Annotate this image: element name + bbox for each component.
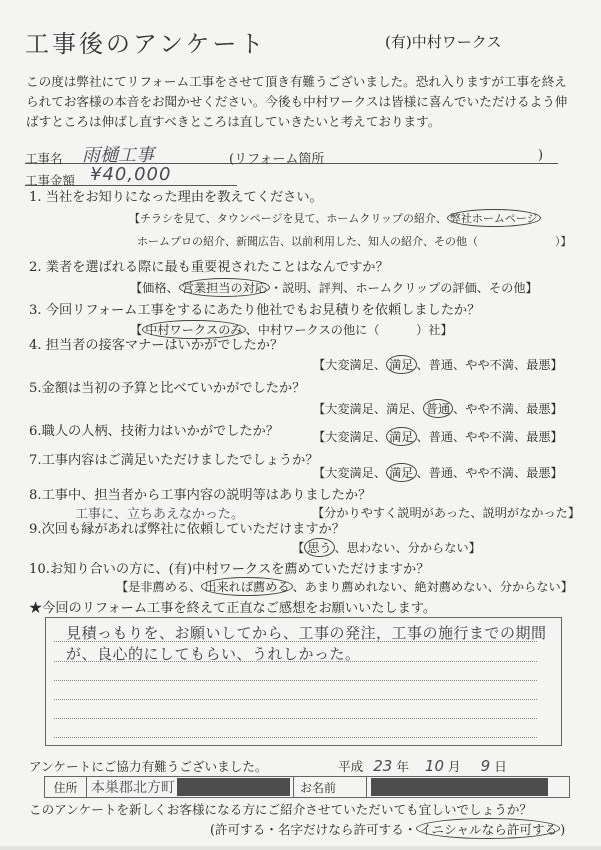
q1-option[interactable]: タウンページを見て、: [216, 212, 327, 225]
reform-location-close: ): [538, 148, 544, 163]
intro-line: られてお客様の本音をお聞かせください。今後も中村ワークスは皆様に喜んでいただけるよう伸: [26, 94, 568, 109]
question-2: 2. 業者を選ばれる際に最も重要視されたことはなんですか？: [29, 260, 389, 275]
intro-line: この度は弊社にてリフォーム工事をさせて頂き有難うございました。恐れ入りますが工事を終え: [26, 74, 567, 89]
dotted-rule: [54, 661, 537, 662]
question-7: 7.工事内容はご満足いただけましたでしょうか？: [29, 453, 319, 468]
q1-option[interactable]: ホームクリップの紹介、: [326, 212, 447, 225]
q10-option[interactable]: 、あまり薦めれない、絶対薦めない、分からない】: [292, 580, 573, 594]
question-5: 5.金額は当初の予算と比べていかがでしたか？: [29, 381, 306, 396]
survey-title: 工事後のアンケート: [25, 30, 267, 58]
q3-option[interactable]: 、中村ワークスの他に（ ）社】: [245, 323, 453, 337]
address-field[interactable]: [87, 777, 294, 797]
question-3: 3. 今回リフォーム工事をするにあたり他社でもお見積りを依頼しましたか？: [29, 303, 481, 318]
work-name-value[interactable]: 雨樋工事: [82, 145, 154, 166]
q2-option[interactable]: ・説明、評判、ホームクリップの評価、その他】: [270, 281, 538, 295]
month-label: 月: [448, 759, 461, 774]
consent-options: [210, 819, 565, 838]
era-label: 平成: [338, 759, 364, 774]
q10-selected-option[interactable]: 出来れば薦める: [201, 577, 292, 596]
work-name-label: 工事名: [25, 151, 63, 166]
q6-option[interactable]: 、普通、やや不満、最悪】: [416, 430, 563, 444]
q2-option[interactable]: 【価格、: [130, 281, 179, 295]
consent-option[interactable]: (許可する・名字だけなら許可する・: [210, 822, 417, 837]
intro-paragraph: [26, 72, 567, 132]
dotted-rule: [54, 699, 537, 700]
consent-selected-option[interactable]: イニシャルなら許可する: [416, 818, 560, 839]
q10-options: [116, 578, 573, 595]
comment-line: が、良心的にしてもらい、うれしかった。: [66, 645, 361, 663]
consent-option: ): [560, 822, 566, 837]
name-field[interactable]: [367, 777, 569, 797]
company-name: (有)中村ワークス: [385, 33, 502, 51]
date-field: [338, 756, 507, 775]
reform-location-label: (リフォーム箇所: [229, 152, 325, 167]
consent-question: このアンケートを新しくお客様になる方にご紹介させていただいても宜しいでしょうか？: [29, 802, 532, 817]
intro-line: ばすところは伸ばし直すべきところは直していきたいと考えております。: [26, 114, 441, 129]
q1-selected-option[interactable]: 弊社ホームページ: [447, 209, 541, 227]
question-8: 8.工事中、担当者から工事内容の説明等はありましたか？: [29, 488, 372, 503]
q9-selected-option[interactable]: 思う: [304, 538, 334, 557]
q2-options: [130, 279, 538, 296]
q9-option[interactable]: 【: [292, 541, 305, 555]
scan-edge: [0, 846, 601, 850]
q4-options: [313, 356, 563, 373]
q4-option[interactable]: 【大変満足、: [313, 358, 387, 372]
amount-label: 工事金額: [25, 173, 76, 188]
q4-option[interactable]: 、普通、やや不満、最悪】: [416, 358, 563, 372]
question-6: 6.職人の人柄、技術力はいかがでしたか？: [29, 424, 279, 439]
amount-value[interactable]: ¥40,000: [90, 164, 172, 185]
q7-option[interactable]: 、普通、やや不満、最悪】: [416, 466, 563, 480]
q1-options-line2[interactable]: ホームプロの紹介、新聞広告、以前利用した、知人の紹介、その他（ ）】: [137, 235, 572, 248]
q1-options-line1: [129, 210, 541, 226]
q8-handwritten-note: 工事に、立ちあえなかった。: [75, 507, 245, 522]
q5-option[interactable]: 、やや不満、最悪】: [453, 402, 563, 416]
address-value: 本巣郡北方町: [91, 780, 175, 796]
q8-options[interactable]: 【分かりやすく説明があった、説明がなかった】: [312, 506, 581, 520]
month-value[interactable]: 10: [424, 757, 445, 775]
q7-selected-option[interactable]: 満足: [386, 463, 416, 482]
redacted-address: [177, 778, 290, 796]
q5-selected-option[interactable]: 普通: [423, 399, 453, 418]
dotted-rule: [54, 641, 537, 642]
contact-info-table: [44, 776, 570, 798]
q5-option[interactable]: 【大変満足、満足、: [313, 402, 423, 416]
question-10: 10.お知り合いの方に、(有)中村ワークスを薦めていただけますか？: [29, 562, 430, 577]
q3-selected-option[interactable]: 中村ワークスのみ: [142, 320, 245, 339]
dotted-rule: [54, 718, 537, 719]
comment-box[interactable]: [45, 617, 562, 746]
dotted-rule: [54, 737, 537, 738]
q7-option[interactable]: 【大変満足、: [313, 466, 387, 480]
q10-option[interactable]: 【是非薦める、: [116, 580, 202, 594]
year-label: 年: [396, 759, 409, 774]
q6-option[interactable]: 【大変満足、: [313, 430, 387, 444]
question-4: 4. 担当者の接客マナーはいかがでしたか？: [29, 338, 284, 353]
comment-line: 見積っもりを、お願いしてから、工事の発注，工事の施行までの期間: [66, 624, 547, 642]
q1-option[interactable]: 【チラシを見て、: [129, 212, 217, 225]
question-1: 1. 当社をお知りになった理由を教えてください。: [29, 190, 323, 205]
redacted-name: [371, 778, 548, 796]
day-value[interactable]: 9: [480, 757, 491, 775]
year-value[interactable]: 23: [373, 757, 393, 775]
question-9: 9.次回も縁があれば弊社に依頼していただけますか？: [29, 522, 345, 537]
thanks-text: アンケートにご協力有難うございました。: [29, 759, 268, 774]
q9-options: [292, 539, 481, 556]
dotted-rule: [54, 680, 537, 681]
q7-options: [313, 464, 563, 481]
q6-selected-option[interactable]: 満足: [386, 427, 416, 446]
q2-selected-option[interactable]: 営業担当の対応: [179, 278, 270, 297]
q4-selected-option[interactable]: 満足: [386, 355, 416, 374]
q6-options: [313, 428, 563, 445]
q5-options: [313, 400, 563, 417]
name-label: お名前: [294, 777, 367, 797]
day-label: 日: [494, 759, 507, 774]
q9-option[interactable]: 、思わない、分からない】: [334, 541, 481, 555]
q3-option[interactable]: 【: [130, 323, 143, 337]
comment-prompt: ★今回のリフォーム工事を終えて正直なご感想をお願いいたします。: [29, 601, 437, 616]
address-label: 住所: [45, 777, 87, 797]
